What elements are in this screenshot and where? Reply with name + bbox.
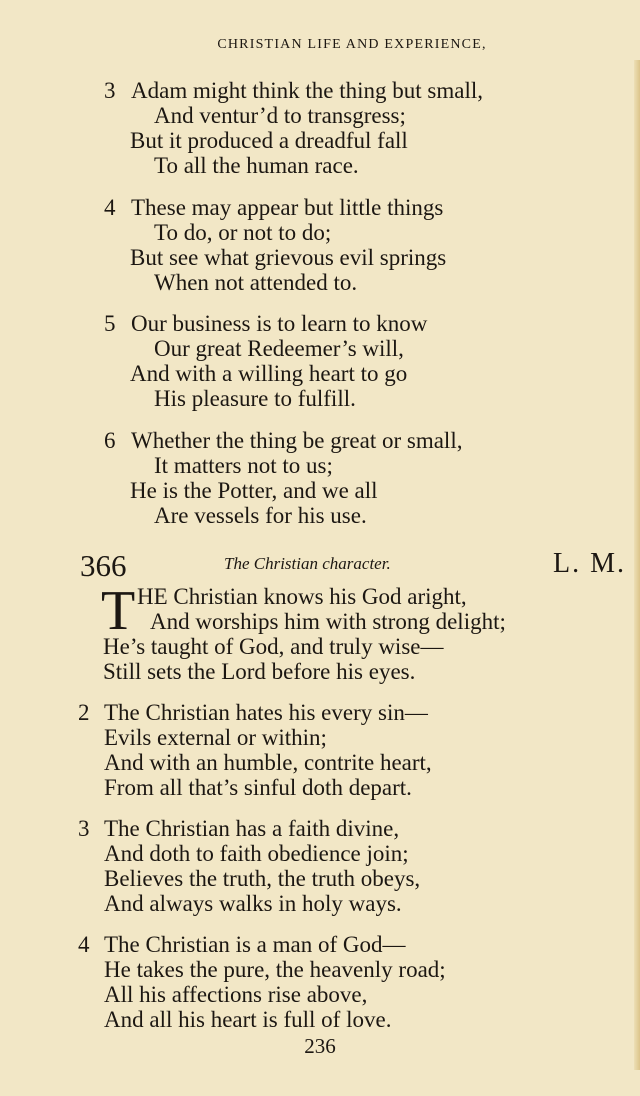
verse-line: Are vessels for his use. xyxy=(154,503,367,528)
verse-line: But see what grievous evil springs xyxy=(130,245,447,270)
verse-number: 2 xyxy=(78,700,90,725)
page-edge xyxy=(634,60,640,1070)
verse-line: And ventur’d to transgress; xyxy=(154,103,406,128)
verse-line: The Christian hates his every sin— xyxy=(104,700,428,725)
verse-line: To all the human race. xyxy=(154,153,359,178)
verse-number: 6 xyxy=(104,428,116,453)
verse-number: 4 xyxy=(78,932,90,957)
verse-line: His pleasure to fulfill. xyxy=(154,386,356,411)
verse-number: 3 xyxy=(78,816,90,841)
verse-number: 3 xyxy=(104,78,116,103)
hymn-number: 366 xyxy=(80,548,127,583)
hymn-meter: L. M. xyxy=(553,548,626,579)
verse-line: He is the Potter, and we all xyxy=(130,478,378,503)
verse-line: Still sets the Lord before his eyes. xyxy=(103,659,416,684)
verse-line: He takes the pure, the heavenly road; xyxy=(104,957,446,982)
verse-line: Our business is to learn to know xyxy=(131,311,428,336)
verse-line: Evils external or within; xyxy=(104,725,327,750)
verse-line: The Christian has a faith divine, xyxy=(104,816,400,841)
verse-line: Whether the thing be great or small, xyxy=(131,428,463,453)
verse-line: To do, or not to do; xyxy=(154,220,332,245)
verse-line: These may appear but little things xyxy=(131,195,444,220)
drop-cap: T xyxy=(101,580,136,642)
verse-line: From all that’s sinful doth depart. xyxy=(104,775,412,800)
verse-number: 4 xyxy=(104,195,116,220)
verse-line: When not attended to. xyxy=(154,270,358,295)
verse-line: All his affections rise above, xyxy=(104,982,368,1007)
page-number: 236 xyxy=(304,1034,336,1058)
verse-number: 5 xyxy=(104,311,116,336)
verse-line: And all his heart is full of love. xyxy=(104,1007,392,1032)
verse-line: Our great Redeemer’s will, xyxy=(154,336,404,361)
verse-line: HE Christian knows his God aright, xyxy=(137,584,467,609)
verse-line: But it produced a dreadful fall xyxy=(130,128,408,153)
running-header xyxy=(0,37,640,53)
verse-line: Believes the truth, the truth obeys, xyxy=(104,866,421,891)
verse-line: He’s taught of God, and truly wise— xyxy=(103,634,444,659)
verse-line: Adam might think the thing but small, xyxy=(131,78,484,103)
running-header-text: CHRISTIAN LIFE AND EXPERIENCE, xyxy=(217,37,487,52)
verse-line: It matters not to us; xyxy=(154,453,333,478)
verse-line: And worships him with strong delight; xyxy=(150,609,506,634)
hymn-title: The Christian character. xyxy=(224,554,391,573)
verse-line: And doth to faith obedience join; xyxy=(104,841,409,866)
verse-line: The Christian is a man of God— xyxy=(104,932,406,957)
verse-line: And with a willing heart to go xyxy=(130,361,408,386)
verse-line: And with an humble, contrite heart, xyxy=(104,750,432,775)
verse-line: And always walks in holy ways. xyxy=(104,891,402,916)
